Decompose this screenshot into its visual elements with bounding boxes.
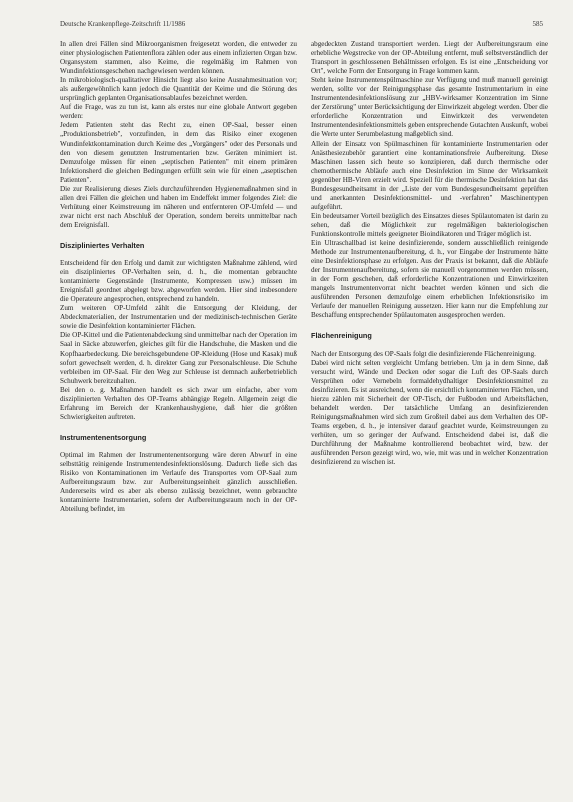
paragraph: Dabei wird nicht selten vergleicht Umfang betrieben. Um ja in dem Sinne, daß versucht wird, Wände und Decken oder sogar die Luft des OP-Saals durch Versprühen oder Vernebeln formaldehydhaltiger Desinfektionsmittel zu desinfizieren. Es ist ausreichend, wenn die ersichtlich kontaminierten Flächen, und hierzu zählen mit Sicherheit der OP-Tisch, der Fußboden und Arbeitsflächen, behandelt werden. Der tatsächliche Umfang an desinfizierenden Reinigungsmaßnahmen wird sich zum Großteil dabei aus dem Verhalten des OP-Teams ergeben, d. h., je intensiver darauf geachtet wurde, Keimstreuungen zu verhüten, um so geringer der Aufwand. Entscheidend dabei ist, daß die Durchführung der Maßnahme kontrollierend beobachtet wird, bzw. der ausführenden Person gezeigt wird, wo, wie, mit was und in welcher Konzentration desinfizierend zu wischen ist. [311,358,548,467]
left-column [60,40,297,514]
journal-title: Deutsche Krankenpflege-Zeitschrift 11/1986 [60,20,186,28]
paragraph: Entscheidend für den Erfolg und damit zur wichtigsten Maßnahme zählend, wird ein diszipliniertes OP-Verhalten sein, d. h., die momentan gebrauchte kontaminierte Gegenstände (Instrumente, Kompressen usw.) müssen im Ereignisfall geordnet abgelegt bzw. abgeworfen werden. Hier sind insbesondere die Operateure angesprochen, entsprechend zu handeln. [60,259,297,304]
running-header [60,18,543,30]
paragraph: Die zur Realisierung dieses Ziels durchzuführenden Hygienemaßnahmen sind in allen drei Fällen die gleichen und haben im Endeffekt immer folgendes Ziel: die Verhütung einer Keimstreuung im näheren und entfernteren OP-Umfeld — und zwar nicht erst nach Abschluß der Operation, sondern bereits unmittelbar nach dem Ereignisfall. [60,184,297,229]
section-heading: Instrumentenentsorgung [60,432,147,442]
paragraph: In allen drei Fällen sind Mikroorganismen freigesetzt worden, die entweder zu einer physiologischen Patientenflora zählen oder aus einem infizierten Organ bzw. Organsystem stammen, also Keime, die regelmäßig im Rahmen von Wundinfektionsgeschehen nachgewiesen werden können. [60,40,297,76]
paragraph: Steht keine Instrumentenspülmaschine zur Verfügung und muß manuell gereinigt werden, sollte vor der Reinigungsphase das gesamte Instrumentarium in eine Instrumentendesinfektionslösung zur „HBV-wirksamer Konzentration im Sinne der Zerstörung" unter Berücksichtigung der Einwirkzeit abgelegt werden. Über die erforderliche Konzentration und Einwirkzeit des verwendeten Instrumentendesinfektionsmittels geben entsprechende Gutachten Auskunft, wobei die Werte unter Serumbelastung maßgeblich sind. [311,76,548,139]
paragraph: Zum weiteren OP-Umfeld zählt die Entsorgung der Kleidung, der Abdeckmaterialien, der Instrumentarien und der medizinisch-technischen Geräte sowie die Desinfektion kontaminierter Flächen. [60,304,297,331]
paragraph: Bei den o. g. Maßnahmen handelt es sich zwar um einfache, aber vom disziplinierten Verhalten des OP-Teams abhängige Regeln. Allgemein zeigt die Erfahrung im Bereich der Krankenhaushygiene, daß hier die größten Schwierigkeiten auftreten. [60,385,297,421]
right-column [311,40,548,467]
paragraph: Die OP-Kittel und die Patientenabdeckung sind unmittelbar nach der Operation im Saal in Säcke abzuwerfen, gleiches gilt für die Handschuhe, die Masken und die Kopfhaarbedeckung. Die bereichsgebundene OP-Kleidung (Hose und Kasak) muß sofort gewechselt werden, d. h. direkter Gang zur Personalschleuse. Die Schuhe verbleiben im OP-Saal. Für den Weg zur Schleuse ist demnach außerbetrieblich Schuhwerk bereitzuhalten. [60,331,297,385]
paragraph: Optimal im Rahmen der Instrumentenentsorgung wäre deren Abwurf in eine selbsttätig reinigende Instrumentendesinfektionslösung. Dadurch ließe sich das Risiko von Kontaminationen im Verlaufe des Transportes vom OP-Saal zum Aufbereitungsraum bzw. zur Aufbereitungseinheit gänzlich ausschließen. Andererseits wird es aber als ebenso zulässig bezeichnet, wenn gebrauchte kontaminierte Instrumentarien, sofern der Aufbereitungsraum noch in der OP-Abteilung befindet, im [60,450,297,514]
paragraph: Ein Ultraschallbad ist keine desinfizierende, sondern ausschließlich reinigende Methode zur Instrumentenaufbereitung, d. h., vor Eingabe der Instrumente hätte eine Desinfektionsphase zu erfolgen. Aus der Praxis ist bekannt, daß die Abläufe der Instrumentenaufbereitung, sofern sie manuell vorgenommen werden müssen, in der Form geschehen, daß erforderliche Konzentrationen und Einwirkzeiten mangels Instrumentenvorrat nicht beachtet werden können und sich die ausführenden Personen demzufolge einem erheblichen Infektionsrisiko im Verlaufe der manuellen Reinigung aussetzen. Hier kann nur die Empfehlung zur Beschaffung entsprechender Spülautomaten ausgesprochen werden. [311,239,548,320]
paragraph: Ein bedeutsamer Vorteil bezüglich des Einsatzes dieses Spülautomaten ist darin zu sehen, daß die Möglichkeit zur regelmäßigen bakteriologischen Funktionskontrolle mittels geeigneter Bioindikatoren und Träger möglich ist. [311,211,548,238]
section-heading: Flächenreinigung [311,331,372,341]
paragraph: Nach der Entsorgung des OP-Saals folgt die desinfizierende Flächenreinigung. [311,349,536,358]
paragraph: Allein der Einsatz von Spülmaschinen für kontaminierte Instrumentarien oder Anästhesiezubehör garantiert eine kontaminationsfreie Aufbereitung. Diese Maschinen lassen sich heute so konzipieren, daß durch thermische oder chemothermische Abläufe auch eine Desinfektion im Sinne der Wirksamkeit gegenüber HB-Viren erzielt wird. Speziell für die thermische Desinfektion hat das Bundesgesundheitsamt in der „Liste der vom Bundesgesundheitsamt geprüften und anerkannten Desinfektionsmittel- und -verfahren" Maschinentypen aufgeführt. [311,139,548,211]
paragraph: Auf die Frage, was zu tun ist, kann als erstes nur eine globale Antwort gegeben werden: [60,103,297,121]
paragraph: In mikrobiologisch-qualitativer Hinsicht liegt also keine Ausnahmesituation vor; als außergewöhnlich kann jedoch die Quantität der Keime und die Störung des ursprünglich geplanten Organisationsablaufes bezeichnet werden. [60,76,297,103]
section-heading: Diszipliniertes Verhalten [60,240,145,250]
paragraph: Jedem Patienten steht das Recht zu, einen OP-Saal, besser einen „Produktionsbetrieb", vorzufinden, in dem das Risiko einer exogenen Wundinfektkontamination durch Keime des „Vorgängers" oder des Personals und den von diesem genutzten Instrumentarien bzw. Geräten minimiert ist. Demzufolge müssen für einen „septischen Patienten" mit einem primären Infektionsherd die gleichen Bedingungen erfüllt sein wie für einen „aseptischen Patienten". [60,121,297,184]
page-number: 585 [532,20,543,28]
paragraph: abgedeckten Zustand transportiert werden. Liegt der Aufbereitungsraum eine erhebliche Wegstrecke von der OP-Abteilung entfernt, muß selbstverständlich der Transport in geschlossenen Behältnissen erfolgen. Es ist eine „Entscheidung vor Ort", welche Form der Entsorgung in Frage kommen kann. [311,40,548,76]
